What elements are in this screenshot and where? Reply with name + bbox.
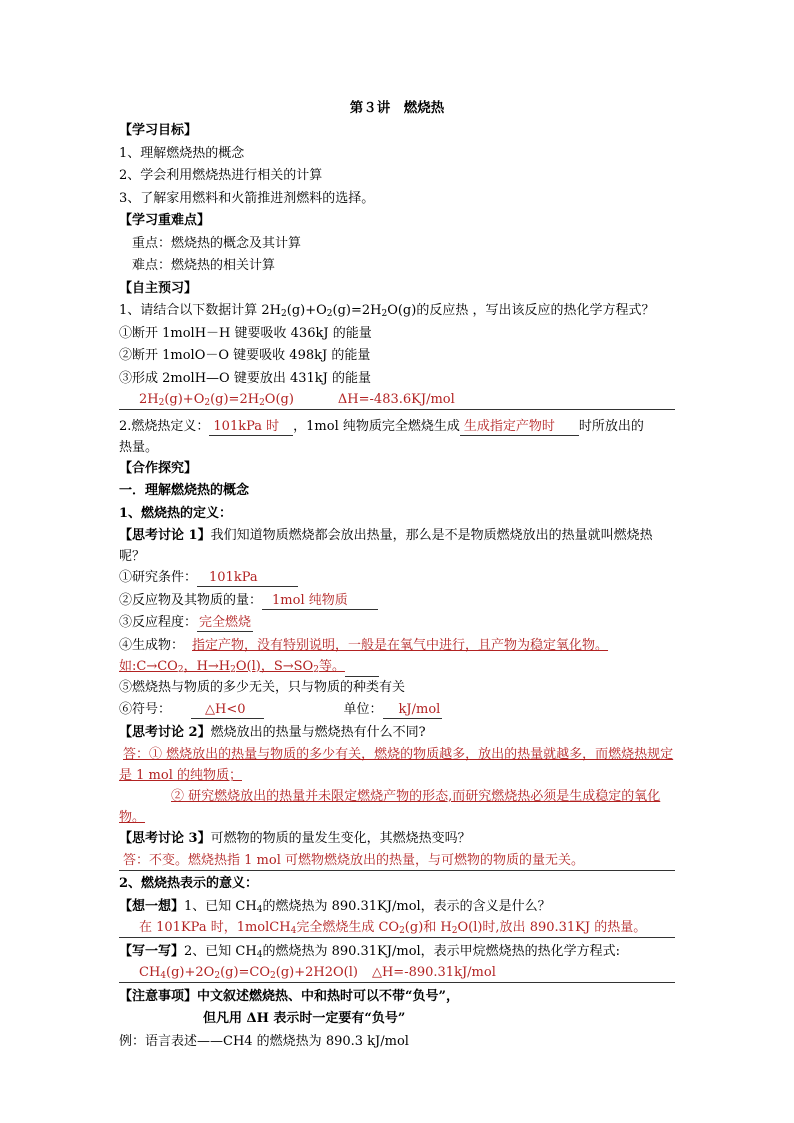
discussion-3: 【思考讨论 3】可燃物的物质的量发生变化，其燃烧热变吗？ xyxy=(119,831,471,846)
blank-answer: 1mol 纯物质 xyxy=(262,592,378,610)
preview-data-item: ①断开 1molH－H 键要吸收 436kJ 的能量 xyxy=(119,325,372,341)
write-answer: $CH_4(g)+2O_2(g)=CO_2(g)+2H2O(l)$ △H=-890.31kJ/mol xyxy=(119,963,675,986)
note-line-2: 但凡用 ΔH 表示时一定要有“负号” xyxy=(203,1011,406,1026)
blank-answer: 101kPa 时 xyxy=(209,418,293,436)
preview-question-1: 1、请结合以下数据计算 $2H_2(g)+O_2(g)=2H_2O(g)$的反应热 ，写出该反应的热化学方程式？ xyxy=(119,303,655,319)
preview-data-item: ③形成 2molH—O 键要放出 431kJ 的能量 xyxy=(119,370,372,386)
section-heading: 一．理解燃烧热的概念 xyxy=(119,483,250,498)
item-research-condition: ①研究条件： 101kPa xyxy=(119,567,675,590)
subsection-heading: 1、燃烧热的定义： xyxy=(119,505,233,521)
page-title: 第３讲 燃烧热 xyxy=(349,100,445,116)
preview-header: 【自主预习】 xyxy=(119,280,198,296)
think-question: 【想一想】1、已知 $CH_4$的燃烧热为 890.31KJ/mol，表示的含义是什么？ xyxy=(119,898,551,915)
discussion-1: 【思考讨论 1】我们知道物质燃烧都会放出热量，那么是不是物质燃烧放出的热量就叫燃烧热呢？ xyxy=(119,528,653,564)
item-reactant-amount: ②反应物及其物质的量： 1mol 纯物质 xyxy=(119,590,675,613)
objective-item: 1、理解燃烧热的概念 xyxy=(119,145,245,161)
item-reaction-degree: ③反应程度： 完全燃烧 xyxy=(119,615,252,630)
discussion-2-answer-2: ② 研究燃烧放出的热量并未限定燃烧产物的形态,而研究燃烧热必须是生成稳定的氧化物。 xyxy=(119,789,661,825)
blank-answer: 101kPa xyxy=(197,569,298,587)
discussion-3-answer: 答：不变。燃烧热指 1 mol 可燃物燃烧放出的热量，与可燃物的物质的量无关。 xyxy=(119,851,675,874)
example-line: 例：语言表述——CH4 的燃烧热为 890.3 kJ/mol xyxy=(119,1033,409,1049)
item-symbol-unit: ⑥符号： △H<0 单位： kJ/mol xyxy=(119,702,441,717)
objectives-header: 【学习目标】 xyxy=(119,123,198,138)
blank-answer: △H<0 xyxy=(191,701,264,719)
blank-answer: 生成指定产物时 xyxy=(460,418,579,436)
key-point: 难点：燃烧热的相关计算 xyxy=(132,258,276,273)
key-point: 重点：燃烧热的概念及其计算 xyxy=(132,235,302,251)
objective-item: 3、了解家用燃料和火箭推进剂燃料的选择。 xyxy=(119,190,375,206)
discussion-2-answer-1: 答：① 燃烧放出的热量与物质的多少有关，燃烧的物质越多，放出的热量就越多，而燃烧热规定是 1 mol 的纯物质； xyxy=(119,747,674,783)
objective-item: 2、学会利用燃烧热进行相关的计算 xyxy=(119,168,323,183)
subsection-heading: 2、燃烧热表示的意义： xyxy=(119,876,259,891)
key-points-header: 【学习重难点】 xyxy=(119,213,211,228)
preview-data-item: ②断开 1molO－O 键要吸收 498kJ 的能量 xyxy=(119,348,371,363)
note-line-1: 【注意事项】中文叙述燃烧热、中和热时可以不带“负号”， xyxy=(119,988,459,1004)
document-page xyxy=(119,96,675,1053)
combustion-heat-definition: 2.燃烧热定义： 101kPa 时 ，1mol 纯物质完全燃烧生成 生成指定产物时 时所放出的 热量。 xyxy=(119,418,644,455)
item-products: ④生成物： 指定产物，没有特别说明，一般是在氧气中进行，且产物为稳定氧化物。如$:C\to CO_2$，$H\to H_2O(l)$，$S\to SO_2$等。 xyxy=(119,637,609,675)
explore-header: 【合作探究】 xyxy=(119,460,198,476)
think-answer: 在 101KPa 时，1molCH$_4$完全燃烧生成 $CO_2(g)$和 $H_2O(l)$时,放出 890.31KJ 的热量。 xyxy=(119,918,675,941)
blank-answer: 完全燃烧 xyxy=(199,615,252,630)
item-amount-independence: ⑤燃烧热与物质的多少无关，只与物质的种类有关 xyxy=(119,679,406,695)
preview-answer-line: $2H_2(g)+O_2(g)=2H_2O(g)$ ΔH=-483.6KJ/mol xyxy=(119,390,675,413)
write-question: 【写一写】2、已知 $CH_4$的燃烧热为 890.31KJ/mol，表示甲烷燃烧热的热化学方程式: xyxy=(119,943,621,960)
discussion-2: 【思考讨论 2】燃烧放出的热量与燃烧热有什么不同? xyxy=(119,724,426,740)
blank-answer: kJ/mol xyxy=(383,701,443,719)
